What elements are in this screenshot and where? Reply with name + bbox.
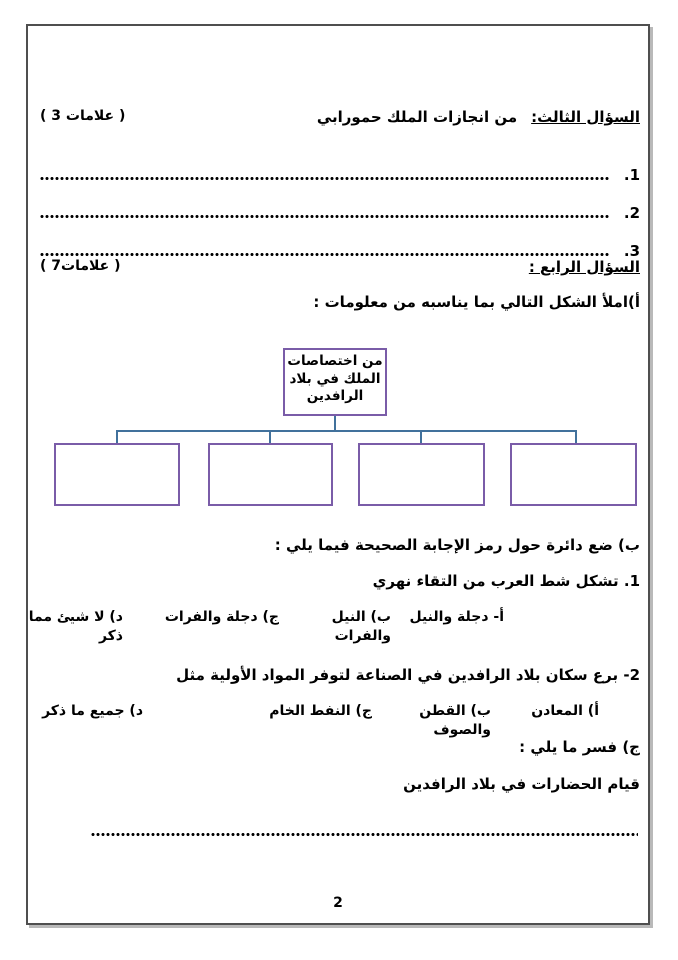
mcq1-options-row: [28, 608, 648, 646]
dotted-fill-line: [40, 252, 610, 257]
mcq2-option-d: د) جميع ما ذكر: [42, 703, 143, 719]
answer-line-number: 2.: [623, 204, 640, 222]
q4-part-c-item: قيام الحضارات في بلاد الرافدين: [403, 775, 640, 793]
connector-line: [116, 430, 118, 443]
answer-line-number: 1.: [623, 166, 640, 184]
answer-line-number: 3.: [623, 242, 640, 260]
connector-line: [334, 416, 336, 430]
q3-header-row: [28, 108, 648, 126]
q3-prompt: من انجازات الملك حمورابي: [316, 108, 518, 126]
q3-answer-line-1: [28, 160, 648, 184]
part-c-dotted-answer-line: [91, 832, 638, 837]
page-number: 2: [333, 895, 343, 911]
q3-answer-line-3: [28, 236, 648, 260]
mcq1-stem: 1. تشكل شط العرب من التقاء نهري: [372, 572, 640, 590]
q4-header-row: [28, 258, 648, 276]
q3-heading: السؤال الثالث:: [531, 108, 640, 126]
diagram-empty-box-1: [54, 443, 180, 506]
connector-line: [420, 430, 422, 443]
connector-line: [269, 430, 271, 443]
q4-part-c-instruction: ج) فسر ما يلي :: [519, 738, 640, 756]
q4-marks: ( 7علامات ): [40, 258, 121, 274]
q3-header: [317, 108, 640, 126]
q4-heading: السؤال الرابع :: [528, 258, 640, 276]
diagram-empty-box-4: [510, 443, 637, 506]
mcq2-options-row: [28, 702, 648, 740]
q3-marks: ( 3 علامات ): [40, 108, 126, 124]
connector-line: [575, 430, 577, 443]
mcq1-option-c: ج) دجلة والفرات: [164, 609, 279, 625]
connector-line: [117, 430, 577, 432]
diagram-root-box: من اختصاصات الملك في بلاد الرافدين: [283, 348, 387, 416]
exam-page: [26, 24, 650, 925]
mcq2-stem: 2- برع سكان بلاد الرافدين في الصناعة لتوفر المواد الأولية مثل: [176, 666, 640, 684]
mcq2-option-c: ج) النفط الخام: [269, 703, 372, 719]
q3-answer-line-2: [28, 198, 648, 222]
diagram-empty-box-2: [208, 443, 333, 506]
mcq2-option-a: أ) المعادن: [531, 703, 599, 719]
mcq1-option-a: أ- دجلة والنيل: [409, 609, 504, 625]
diagram-empty-box-3: [358, 443, 485, 506]
mcq1-option-d: د) لا شيئ مما ذكر: [28, 609, 123, 644]
mcq2-option-b: ب) القطن والصوف: [419, 703, 491, 738]
dotted-fill-line: [40, 214, 610, 219]
dotted-fill-line: [40, 176, 610, 181]
q4-part-b-instruction: ب) ضع دائرة حول رمز الإجابة الصحيحة فيما يلي :: [274, 536, 640, 554]
mcq1-option-b: ب) النيل والفرات: [331, 609, 391, 644]
king-duties-diagram: [28, 346, 648, 514]
q4-part-a-instruction: أ)املأ الشكل التالي بما يناسبه من معلومات :: [313, 293, 640, 311]
